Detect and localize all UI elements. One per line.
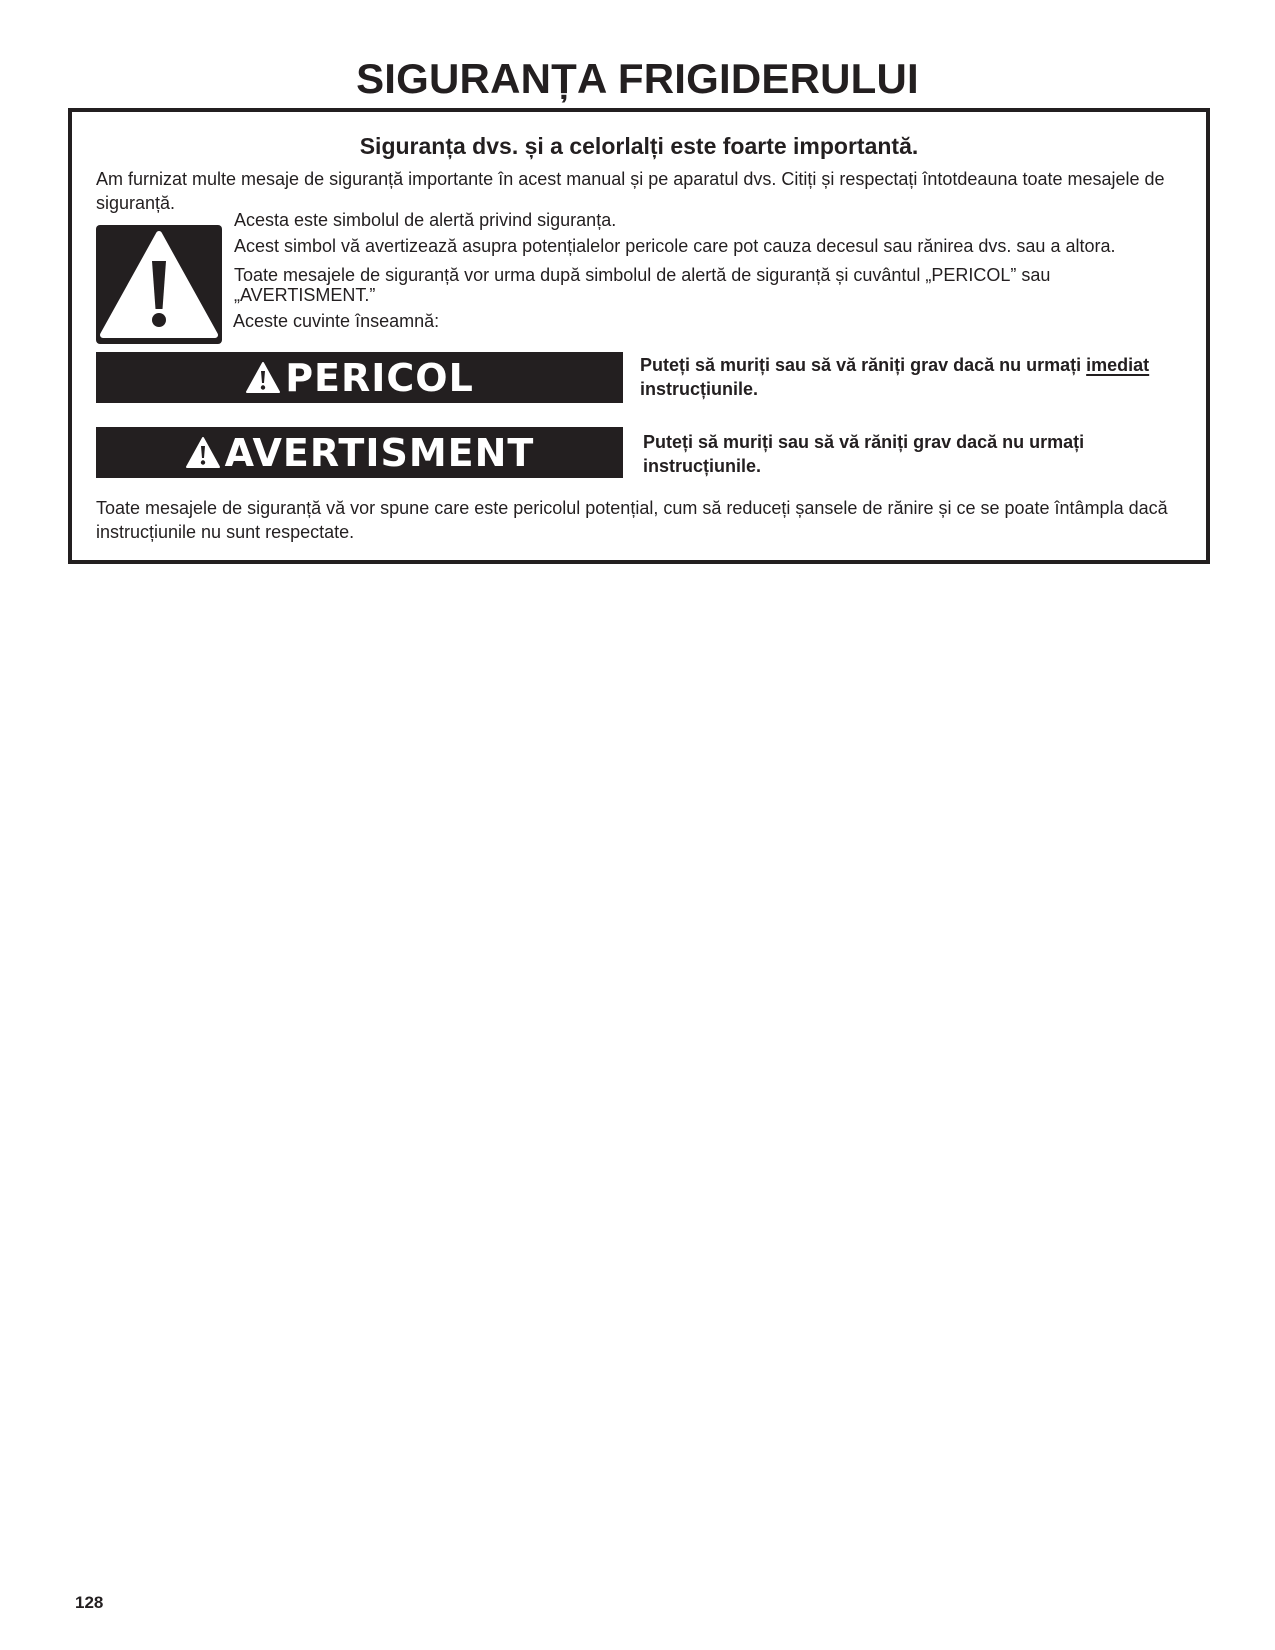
safety-closing-text: Toate mesajele de siguranță vă vor spune care este pericolul potențial, cum să reduceți șansele de rănire și ce se poate întâmpla dacă instrucțiunile nu sunt respectate. [96, 498, 1168, 542]
symbol-line-3: Toate mesajele de siguranță vor urma după simbolul de alertă de siguranță și cuvântul „PERICOL” sau „AVERTISMENT.” [234, 265, 1051, 305]
page-number: 128 [75, 1593, 104, 1612]
danger-emphasis: imediat [1086, 355, 1150, 375]
danger-alert-icon [245, 361, 281, 395]
safety-intro-text: Am furnizat multe mesaje de siguranță importante în acest manual și pe aparatul dvs. Citiți și respectați întotdeauna toate mesajele de siguranță. [96, 169, 1165, 213]
warning-alert-icon [185, 436, 221, 470]
warning-banner [96, 427, 623, 478]
safety-alert-icon [96, 225, 222, 344]
safety-info-box [68, 108, 1210, 564]
danger-desc-text: Puteți să muriți sau să vă răniți grav dacă nu urmați [640, 355, 1087, 375]
danger-desc-end: instrucțiunile. [640, 379, 759, 399]
warning-description: Puteți să muriți sau să vă răniți grav dacă nu urmați instrucțiunile. [643, 432, 1085, 476]
page-title: SIGURANȚA FRIGIDERULUI [356, 55, 919, 102]
warning-signal-word: AVERTISMENT [224, 430, 535, 475]
symbol-line-2: Acest simbol vă avertizează asupra potențialelor pericole care pot cauza decesul sau rănirea dvs. sau a altora. [234, 236, 1116, 256]
danger-signal-word: PERICOL [285, 355, 474, 400]
symbol-line-4: Aceste cuvinte înseamnă: [233, 311, 440, 331]
safety-box-heading: Siguranța dvs. și a celorlalți este foarte importantă. [359, 133, 919, 159]
symbol-line-1: Acesta este simbolul de alertă privind siguranța. [234, 210, 617, 230]
danger-description [640, 353, 1180, 401]
danger-banner [96, 352, 623, 403]
